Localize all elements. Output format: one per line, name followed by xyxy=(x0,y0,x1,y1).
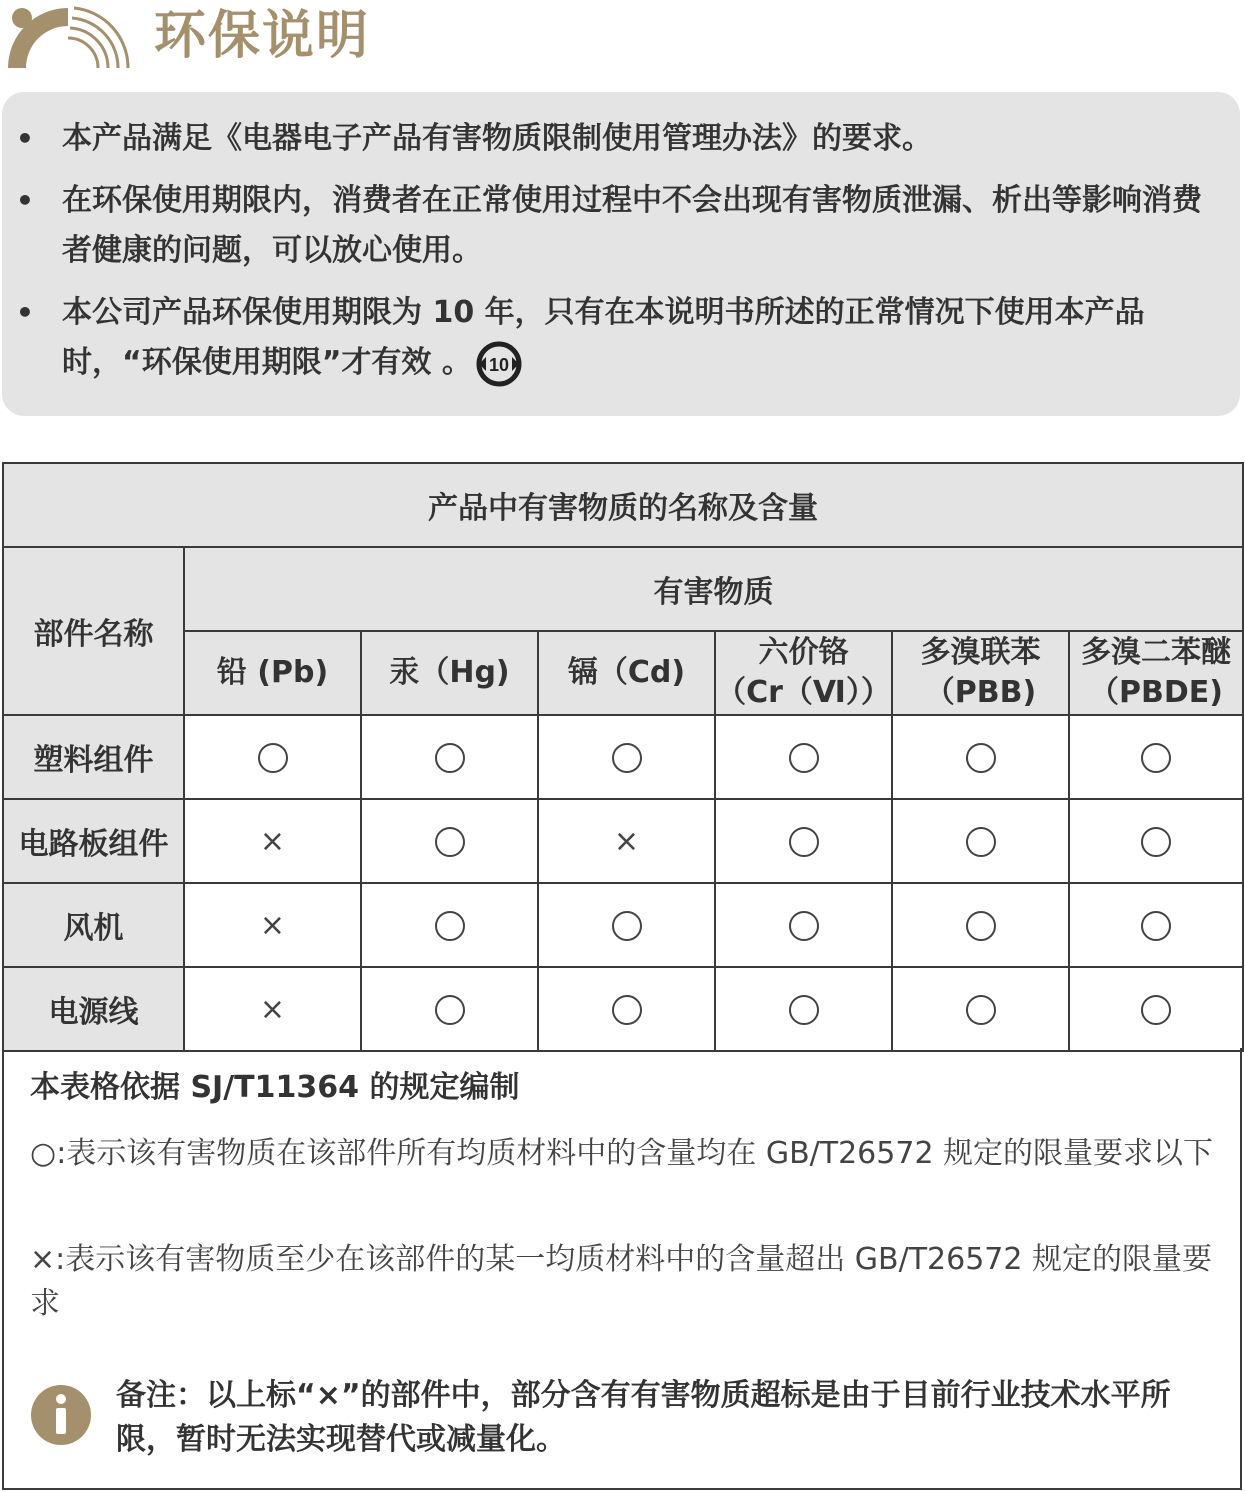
circle-mark xyxy=(612,911,642,941)
part-name-cell: 风机 xyxy=(3,883,184,967)
circle-mark xyxy=(1141,911,1171,941)
table-basis-note: 本表格依据 SJ/T11364 的规定编制 xyxy=(30,1070,520,1105)
substance-header-pb: 铅 (Pb) xyxy=(184,631,361,715)
cross-mark: × xyxy=(259,907,286,943)
intro-bullet-text: 本公司产品环保使用期限为 10 年，只有在本说明书所述的正常情况下使用本产品时，“环保使用期限”才有效 。 10 xyxy=(62,288,1222,388)
compliant-cell xyxy=(361,967,538,1051)
circle-mark xyxy=(1141,995,1171,1025)
compliant-cell xyxy=(892,799,1069,883)
circle-mark xyxy=(612,995,642,1025)
compliant-cell xyxy=(715,715,892,799)
circle-symbol: ○ xyxy=(30,1136,57,1171)
compliant-cell xyxy=(892,715,1069,799)
cross-legend xyxy=(30,1238,1220,1326)
circle-mark xyxy=(435,911,465,941)
substance-header-hg: 汞（Hg) xyxy=(361,631,538,715)
cross-legend-text: :表示该有害物质至少在该部件的某一均质材料中的含量超出 GB/T26572 规定的限量要求 xyxy=(30,1242,1213,1321)
circle-mark xyxy=(612,743,642,773)
exceeds-cell xyxy=(184,799,361,883)
cross-symbol: × xyxy=(30,1242,56,1277)
substance-header-cd: 镉（Cd) xyxy=(538,631,715,715)
circle-mark xyxy=(966,995,996,1025)
cross-mark: × xyxy=(613,823,640,859)
exceeds-cell xyxy=(538,799,715,883)
circle-mark xyxy=(1141,743,1171,773)
circle-mark xyxy=(1141,827,1171,857)
exceeds-cell xyxy=(184,883,361,967)
substance-header-pbde: 多溴二苯醚 （PBDE) xyxy=(1069,631,1243,715)
circle-mark xyxy=(789,827,819,857)
remark-text: 备注：以上标“×”的部件中，部分含有有害物质超标是由于目前行业技术水平所限，暂时无法实现替代或减量化。 xyxy=(116,1378,1171,1457)
circle-mark xyxy=(435,827,465,857)
part-name-cell: 电路板组件 xyxy=(3,799,184,883)
part-name-cell: 塑料组件 xyxy=(3,715,184,799)
environment-protection-use-period-icon xyxy=(476,341,522,387)
compliant-cell xyxy=(1069,967,1243,1051)
table-title: 产品中有害物质的名称及含量 xyxy=(3,463,1243,547)
compliant-cell xyxy=(538,967,715,1051)
compliant-cell xyxy=(1069,715,1243,799)
cross-mark: × xyxy=(259,823,286,859)
table-row xyxy=(3,799,1243,883)
bullet-marker: • xyxy=(16,296,34,329)
circle-mark xyxy=(435,995,465,1025)
substance-header-cr6: 六价铬 （Cr（Ⅵ）） xyxy=(715,631,892,715)
compliant-cell xyxy=(184,715,361,799)
info-icon xyxy=(30,1384,92,1446)
compliant-cell xyxy=(715,967,892,1051)
bullet-marker: • xyxy=(16,122,34,155)
compliant-cell xyxy=(1069,883,1243,967)
page-title: 环保说明 xyxy=(154,6,371,66)
compliant-cell xyxy=(715,799,892,883)
page-header xyxy=(0,0,1245,80)
notes-panel xyxy=(2,1048,1242,1490)
compliant-cell xyxy=(538,883,715,967)
hazardous-substance-table xyxy=(2,462,1244,1052)
substance-header-pbb: 多溴联苯 （PBB) xyxy=(892,631,1069,715)
table-row xyxy=(3,967,1243,1051)
compliant-cell xyxy=(715,883,892,967)
circle-legend-text: :表示该有害物质在该部件所有均质材料中的含量均在 GB/T26572 规定的限量要求以下 xyxy=(56,1136,1214,1171)
substance-group-header: 有害物质 xyxy=(184,547,1243,631)
compliant-cell xyxy=(361,799,538,883)
table-body xyxy=(3,715,1243,1051)
compliant-cell xyxy=(538,715,715,799)
circle-mark xyxy=(435,743,465,773)
circle-mark xyxy=(966,827,996,857)
intro-bullet-text: 本产品满足《电器电子产品有害物质限制使用管理办法》的要求。 xyxy=(62,121,932,156)
cross-mark: × xyxy=(259,991,286,1027)
badge-label: 10 xyxy=(488,354,509,375)
compliant-cell xyxy=(892,967,1069,1051)
compliant-cell xyxy=(1069,799,1243,883)
table-row xyxy=(3,715,1243,799)
compliant-cell xyxy=(892,883,1069,967)
circle-mark xyxy=(258,743,288,773)
circle-mark xyxy=(789,911,819,941)
hazardous-substance-table-wrap xyxy=(2,462,1242,1052)
circle-mark xyxy=(789,743,819,773)
compliant-cell xyxy=(361,715,538,799)
intro-bullet-text: 在环保使用期限内，消费者在正常使用过程中不会出现有害物质泄漏、析出等影响消费者健康的问题，可以放心使用。 xyxy=(62,183,1202,268)
exceeds-cell xyxy=(184,967,361,1051)
part-name-header: 部件名称 xyxy=(3,547,184,715)
intro-panel xyxy=(2,92,1240,416)
circle-mark xyxy=(789,995,819,1025)
rainbow-arc-logo-icon xyxy=(4,2,130,68)
table-row xyxy=(3,883,1243,967)
circle-mark xyxy=(966,911,996,941)
bullet-marker: • xyxy=(16,184,34,217)
compliant-cell xyxy=(361,883,538,967)
circle-legend xyxy=(30,1132,1220,1176)
part-name-cell: 电源线 xyxy=(3,967,184,1051)
circle-mark xyxy=(966,743,996,773)
